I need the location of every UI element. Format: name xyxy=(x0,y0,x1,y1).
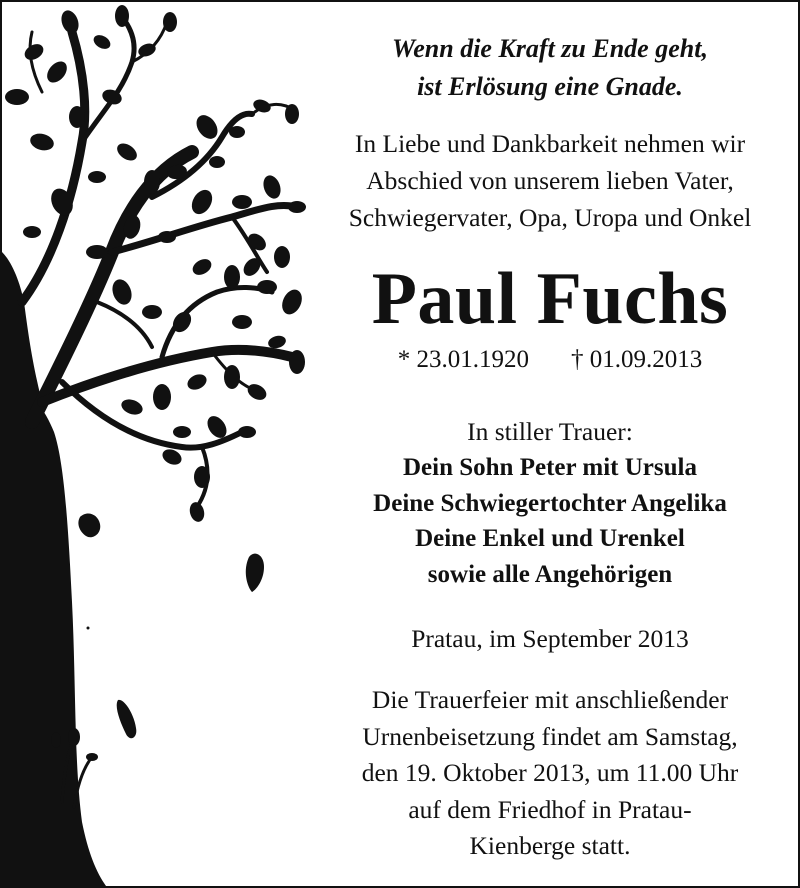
mourner-line: Deine Schwiegertochter Angelika xyxy=(373,489,727,517)
funeral-line: den 19. Oktober 2013, um 11.00 Uhr xyxy=(361,758,739,787)
death-date: † 01.09.2013 xyxy=(571,346,703,373)
funeral-details xyxy=(302,682,798,865)
intro-line: Schwiegervater, Opa, Uropa und Onkel xyxy=(348,203,752,232)
deceased-name: Paul Fuchs xyxy=(371,258,729,340)
mourner-line: sowie alle Angehörigen xyxy=(427,560,673,588)
life-dates xyxy=(302,343,798,377)
funeral-line: auf dem Friedhof in Pratau- xyxy=(408,794,692,824)
tree-silhouette-icon xyxy=(2,2,312,886)
funeral-line: Kienberge statt. xyxy=(469,831,631,860)
falling-leaf-icon xyxy=(78,513,264,738)
intro-text xyxy=(302,125,798,236)
motto-line: Wenn die Kraft zu Ende geht, xyxy=(392,34,708,63)
mourners-list xyxy=(302,450,798,592)
intro-line: Abschied von unserem lieben Vater, xyxy=(366,166,734,195)
mourner-line: Deine Enkel und Urenkel xyxy=(415,525,685,552)
place-date: Pratau, im September 2013 xyxy=(411,624,689,653)
birth-date: * 23.01.1920 xyxy=(397,346,529,373)
mourning-title: In stiller Trauer: xyxy=(467,417,633,446)
funeral-line: Die Trauerfeier mit anschließender xyxy=(371,685,729,714)
funeral-line: Urnenbeisetzung findet am Samstag, xyxy=(362,721,738,751)
intro-line: In Liebe und Dankbarkeit nehmen wir xyxy=(354,129,746,158)
motto xyxy=(302,30,798,106)
mourner-line: Dein Sohn Peter mit Ursula xyxy=(403,454,697,481)
motto-line: ist Erlösung eine Gnade. xyxy=(417,72,683,101)
